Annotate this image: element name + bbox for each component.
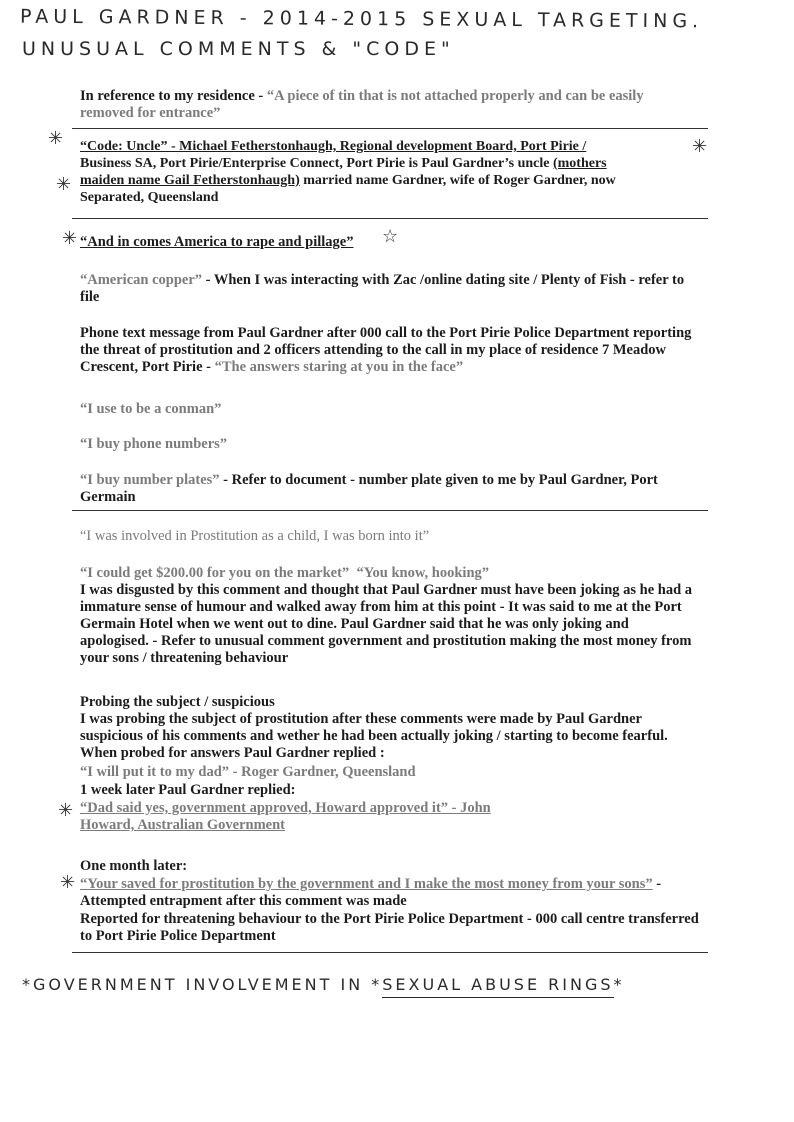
phone-text: Phone text message from Paul Gardner after 000 call to the Port Pirie Police Department reporting the threat of prostitution and 2 officers attending to the call in my place of residence 7 Meadow Crescent, Port Pirie - [80, 325, 692, 375]
residence-quote: “A piece of tin that is not attached properly and can be easily removed for entrance” [80, 88, 644, 121]
probing-text: I was probing the subject of prostitution after these comments were made by Paul Gardner suspicious of his comments and wether he had been actually joking / starting to become fearful. When probed for answers Paul Gardner replied : [80, 711, 668, 761]
entry-phone-numbers: “I buy phone numbers” [80, 436, 228, 452]
handwritten-footer: *GOVERNMENT INVOLVEMENT IN *SEXUAL ABUSE RINGS* [22, 975, 625, 994]
code-uncle-line1: “Code: Uncle” - Michael Fetherstonhaugh, Regional development Board, Port Pirie / [80, 139, 587, 154]
entry-market [80, 565, 700, 582]
entry-code-uncle [80, 138, 700, 206]
entry-number-plates [80, 472, 700, 506]
approved-quote: “Dad said yes, government approved, Howard approved it” [80, 800, 449, 816]
entry-phone-text [80, 325, 700, 376]
dad-text: - Roger Gardner, Queensland [229, 764, 416, 780]
divider [72, 128, 708, 129]
dad-quote: “I will put it to my dad” [80, 764, 230, 780]
entry-prostitution-child: “I was involved in Prostitution as a child, I was born into it” [80, 528, 430, 544]
copper-quote: “American copper” [80, 272, 203, 288]
divider [72, 510, 708, 511]
week-later: 1 week later Paul Gardner replied: [80, 782, 296, 798]
month-later: One month later: [80, 858, 188, 874]
entry-residence [80, 88, 700, 122]
divider [72, 218, 708, 219]
saved-text: - Attempted entrapment after this comment was made [80, 876, 662, 909]
code-uncle-line2: Business SA, Port Pirie/Enterprise Connect, Port Pirie is Paul Gardner’s uncle (mothers [80, 156, 607, 171]
approved-text: - John Howard, Australian Government [80, 800, 491, 833]
handwritten-title: PAUL GARDNER - 2014-2015 SEXUAL TARGETING. [19, 5, 704, 33]
asterisk-mark: ✳ [56, 174, 72, 195]
probing-heading: Probing the subject / suspicious [80, 694, 275, 710]
copper-text: - When I was interacting with Zac /online dating site / Plenty of Fish - refer to file [80, 272, 685, 305]
saved-quote: “Your saved for prostitution by the government and I make the most money from your sons” [80, 876, 653, 892]
entry-american-copper [80, 272, 700, 306]
entry-conman: “I use to be a conman” [80, 401, 222, 417]
plates-quote: “I buy number plates” [80, 472, 220, 488]
asterisk-mark: ✳ [62, 228, 78, 249]
phone-quote: “The answers staring at you in the face” [214, 359, 464, 375]
code-uncle-line3: maiden name Gail Fetherstonhaugh) married name Gardner, wife of Roger Gardner, now [80, 173, 616, 188]
entry-reported: Reported for threatening behaviour to the Port Pirie Police Department - 000 call centre transferred to Port Pirie Police Department [80, 911, 699, 944]
entry-saved [80, 876, 700, 910]
code-uncle-line4: Separated, Queensland [80, 190, 219, 205]
entry-disgusted: I was disgusted by this comment and thought that Paul Gardner must have been joking as he had a immature sense of humour and walked away from him at this point - It was said to me at the Port Germain Hotel when we went out to dine. Paul Gardner said that he was only joking and apologised. - Refer to unusual comment government and prostitution making the most money from your sons / threatening behaviour [80, 582, 693, 666]
entry-approved [80, 800, 510, 834]
handwritten-subtitle: UNUSUAL COMMENTS & "CODE" [22, 38, 455, 60]
asterisk-mark: ✳ [692, 136, 708, 157]
market-quote-2: “You know, hooking” [356, 565, 490, 581]
asterisk-mark: ✳ [60, 872, 76, 893]
residence-label: In reference to my residence - [80, 88, 267, 104]
entry-america: “And in comes America to rape and pillage” [80, 234, 354, 250]
asterisk-mark: ✳ [58, 800, 74, 821]
market-quote-1: “I could get $200.00 for you on the market” [80, 565, 350, 581]
entry-dad [80, 764, 700, 781]
divider [72, 952, 708, 953]
asterisk-mark: ✳ [48, 128, 64, 149]
plates-text: - Refer to document - number plate given to me by Paul Gardner, Port Germain [80, 472, 658, 505]
star-mark: ☆ [382, 226, 399, 247]
